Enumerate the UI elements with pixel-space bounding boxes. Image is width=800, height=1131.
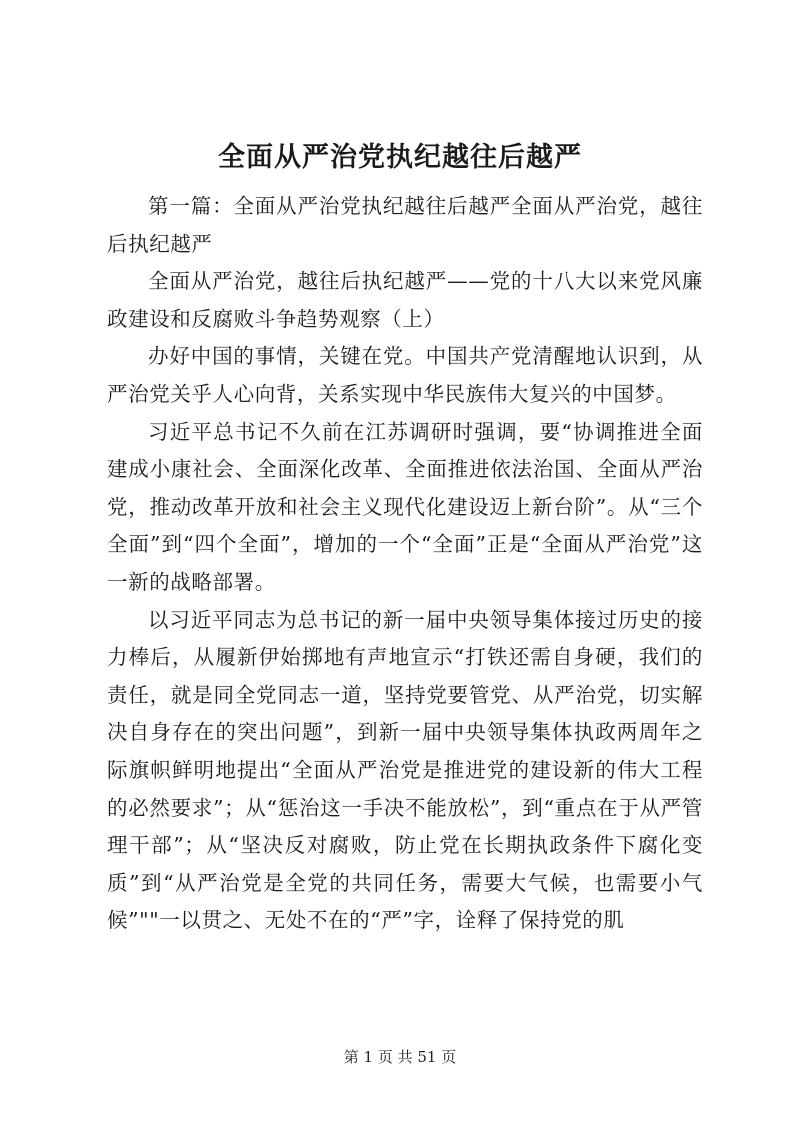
paragraph-2: 全面从严治党，越往后执纪越严——党的十八大以来党风廉政建设和反腐败斗争趋势观察（上）: [107, 269, 703, 331]
paragraph-1: 第一篇：全面从严治党执纪越往后越严全面从严治党，越往后执纪越严: [107, 194, 703, 256]
document-title: 全面从严治党执纪越往后越严: [218, 142, 582, 173]
paragraph-4: 习近平总书记不久前在江苏调研时强调，要“协调推进全面建成小康社会、全面深化改革、全面推进依法治国、全面从严治党，推动改革开放和社会主义现代化建设迈上新台阶”。从“三个全面”到“四个全面”，增加的一个“全面”正是“全面从严治党”这一新的战略部署。: [107, 419, 703, 594]
page-number-footer: 第 1 页 共 51 页: [343, 1048, 457, 1066]
paragraph-3: 办好中国的事情，关键在党。中国共产党清醒地认识到，从严治党关乎人心向背，关系实现中华民族伟大复兴的中国梦。: [107, 344, 703, 406]
document-body: [107, 188, 703, 940]
paragraph-5: 以习近平同志为总书记的新一届中央领导集体接过历史的接力棒后，从履新伊始掷地有声地宣示“打铁还需自身硬，我们的责任，就是同全党同志一道，坚持党要管党、从严治党，切实解决自身存在的突出问题”，到新一届中央领导集体执政两周年之际旗帜鲜明地提出“全面从严治党是推进党的建设新的伟大工程的必然要求”；从“惩治这一手决不能放松”，到“重点在于从严管理干部”；从“坚决反对腐败，防止党在长期执政条件下腐化变质”到“从严治党是全党的共同任务，需要大气候，也需要小气候”""一以贯之、无处不在的“严”字，诠释了保持党的肌: [107, 607, 703, 933]
